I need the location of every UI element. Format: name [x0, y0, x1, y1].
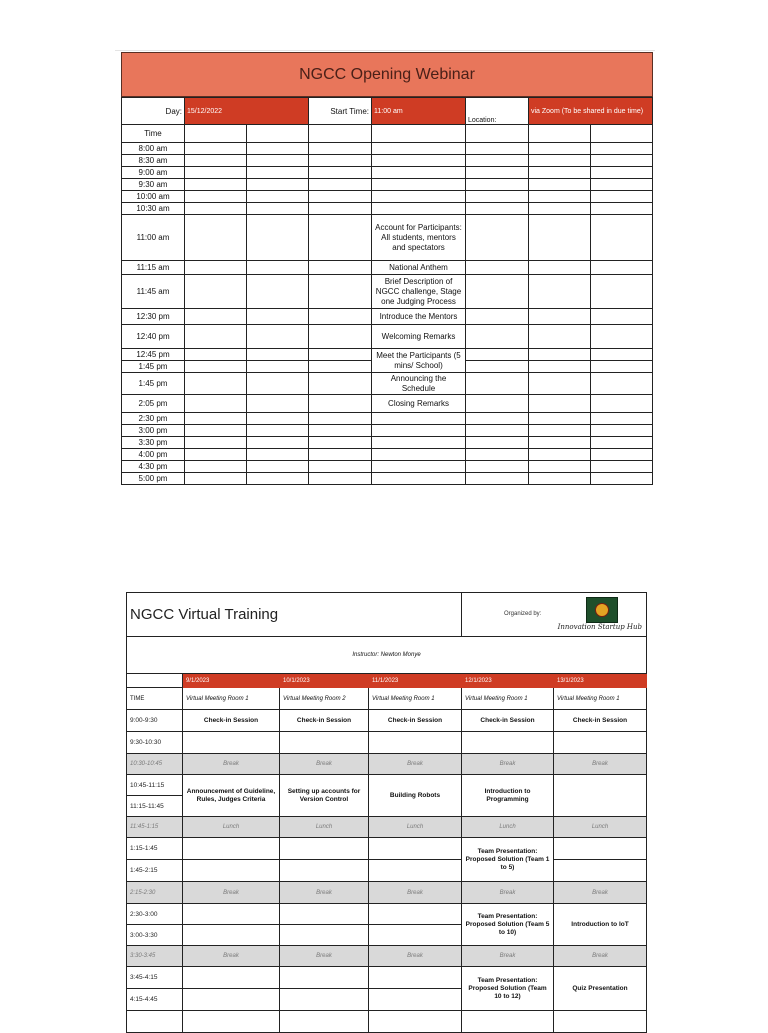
- room-label: Virtual Meeting Room 1: [554, 688, 647, 710]
- session-cell: Quiz Presentation: [554, 967, 647, 1011]
- sheet-title: NGCC Opening Webinar: [121, 52, 653, 97]
- lunch-cell: Lunch: [280, 817, 369, 838]
- activity-cell: Welcoming Remarks: [372, 325, 466, 349]
- session-cell: [554, 775, 647, 817]
- activity-cell: [372, 203, 466, 215]
- activity-cell: [372, 167, 466, 179]
- activity-cell: Meet the Participants (5 mins/ School): [372, 349, 466, 373]
- schedule-row: [122, 437, 653, 449]
- schedule-row: [122, 275, 653, 309]
- checkin-cell: Check-in Session: [554, 710, 647, 732]
- activity-cell: [372, 413, 466, 425]
- schedule-row: [122, 191, 653, 203]
- time-cell: 3:00 pm: [122, 425, 185, 437]
- schedule-row: [127, 967, 647, 989]
- schedule-row: [122, 167, 653, 179]
- break-cell: Break: [369, 754, 462, 775]
- day-value[interactable]: 15/12/2022: [185, 98, 309, 125]
- time-cell: 9:00 am: [122, 167, 185, 179]
- start-time-value[interactable]: 11:00 am: [372, 98, 466, 125]
- location-value[interactable]: via Zoom (To be shared in due time): [529, 98, 653, 125]
- checkin-cell: Check-in Session: [462, 710, 554, 732]
- time-cell: 12:40 pm: [122, 325, 185, 349]
- break-cell: Break: [183, 882, 280, 904]
- time-cell: 1:15-1:45: [127, 838, 183, 860]
- logo-emblem-icon: [595, 603, 609, 617]
- activity-cell: [372, 461, 466, 473]
- time-cell: 2:05 pm: [122, 395, 185, 413]
- time-cell: 10:00 am: [122, 191, 185, 203]
- time-cell: 2:30-3:00: [127, 904, 183, 925]
- break-row: [127, 882, 647, 904]
- time-cell: 10:45-11:15: [127, 775, 183, 796]
- organizer-cell: [462, 593, 647, 637]
- date-header: 10/1/2023: [280, 674, 369, 688]
- instructor-row: [127, 637, 647, 674]
- break-cell: Break: [183, 754, 280, 775]
- checkin-row: [127, 710, 647, 732]
- instructor-name: Instructor: Newton Monye: [127, 637, 647, 674]
- schedule-row: [122, 449, 653, 461]
- schedule-row: [122, 179, 653, 191]
- lunch-row: [127, 817, 647, 838]
- date-header: 11/1/2023: [369, 674, 462, 688]
- header-row: [122, 125, 653, 143]
- rooms-row: [127, 688, 647, 710]
- activity-cell: [372, 191, 466, 203]
- break-cell: Break: [369, 946, 462, 967]
- activity-cell: [372, 473, 466, 485]
- time-cell: 3:30-3:45: [127, 946, 183, 967]
- schedule-row: [122, 425, 653, 437]
- time-cell: 1:45-2:15: [127, 860, 183, 882]
- time-cell: 12:45 pm: [122, 349, 185, 361]
- time-cell: 1:45 pm: [122, 373, 185, 395]
- schedule-row: [122, 155, 653, 167]
- schedule-row: [122, 215, 653, 261]
- title-row: [127, 593, 647, 637]
- break-cell: Break: [462, 754, 554, 775]
- time-header: Time: [122, 125, 185, 143]
- virtual-training-sheet: [126, 592, 646, 1033]
- lunch-cell: Lunch: [369, 817, 462, 838]
- time-cell: 11:00 am: [122, 215, 185, 261]
- dates-row: [127, 674, 647, 688]
- time-cell: 3:00-3:30: [127, 925, 183, 946]
- organized-by-label: Organized by:: [504, 611, 542, 617]
- schedule-row: [122, 203, 653, 215]
- schedule-row: [127, 1011, 647, 1033]
- break-cell: Break: [280, 946, 369, 967]
- activity-cell: [372, 449, 466, 461]
- lunch-cell: Lunch: [183, 817, 280, 838]
- time-cell: 4:30 pm: [122, 461, 185, 473]
- time-cell: 8:30 am: [122, 155, 185, 167]
- webinar-schedule-table: [121, 97, 653, 485]
- time-cell: 9:30 am: [122, 179, 185, 191]
- break-cell: Break: [554, 946, 647, 967]
- schedule-row: [127, 732, 647, 754]
- room-label: Virtual Meeting Room 1: [462, 688, 554, 710]
- logo-script-text: Innovation Startup Hub: [557, 623, 642, 631]
- schedule-row: [127, 838, 647, 860]
- lunch-cell: Lunch: [462, 817, 554, 838]
- schedule-row: [122, 373, 653, 395]
- room-label: Virtual Meeting Room 1: [183, 688, 280, 710]
- break-cell: Break: [554, 754, 647, 775]
- time-cell: 2:15-2:30: [127, 882, 183, 904]
- checkin-cell: Check-in Session: [183, 710, 280, 732]
- sheet-gridline: [115, 50, 655, 51]
- time-cell: 4:15-4:45: [127, 989, 183, 1011]
- break-cell: Break: [462, 882, 554, 904]
- schedule-row: [122, 395, 653, 413]
- break-row: [127, 754, 647, 775]
- session-cell: Introduction to Programming: [462, 775, 554, 817]
- checkin-cell: Check-in Session: [280, 710, 369, 732]
- lunch-cell: Lunch: [554, 817, 647, 838]
- schedule-row: [122, 309, 653, 325]
- activity-cell: National Anthem: [372, 261, 466, 275]
- time-cell: 5:00 pm: [122, 473, 185, 485]
- schedule-row: [122, 473, 653, 485]
- date-header: 13/1/2023: [554, 674, 647, 688]
- activity-cell: Account for Participants: All students, mentors and spectators: [372, 215, 466, 261]
- time-cell: 9:30-10:30: [127, 732, 183, 754]
- room-label: Virtual Meeting Room 2: [280, 688, 369, 710]
- break-cell: Break: [183, 946, 280, 967]
- session-cell: Building Robots: [369, 775, 462, 817]
- schedule-row: [122, 325, 653, 349]
- session-cell: Team Presentation: Proposed Solution (Team 1 to 5): [462, 838, 554, 882]
- activity-cell: [372, 155, 466, 167]
- innovation-startup-hub-logo: [586, 597, 618, 623]
- schedule-row: [127, 904, 647, 925]
- day-label: Day:: [122, 98, 185, 125]
- info-row: [122, 98, 653, 125]
- room-label: Virtual Meeting Room 1: [369, 688, 462, 710]
- activity-cell: Introduce the Mentors: [372, 309, 466, 325]
- schedule-row: [122, 413, 653, 425]
- schedule-row: [127, 860, 647, 882]
- training-schedule-table: [126, 592, 647, 1033]
- activity-cell: Announcing the Schedule: [372, 373, 466, 395]
- break-cell: Break: [280, 882, 369, 904]
- session-cell: Team Presentation: Proposed Solution (Team 10 to 12): [462, 967, 554, 1011]
- session-cell: Announcement of Guideline, Rules, Judges Criteria: [183, 775, 280, 817]
- date-header: 12/1/2023: [462, 674, 554, 688]
- time-cell: 8:00 am: [122, 143, 185, 155]
- activity-cell: [372, 425, 466, 437]
- time-header: TIME: [127, 688, 183, 710]
- date-header: 9/1/2023: [183, 674, 280, 688]
- schedule-row: [122, 261, 653, 275]
- time-cell: 11:15-11:45: [127, 796, 183, 817]
- session-cell: Introduction to IoT: [554, 904, 647, 946]
- activity-cell: [372, 143, 466, 155]
- schedule-row: [127, 775, 647, 796]
- activity-cell: Brief Description of NGCC challenge, Stage one Judging Process: [372, 275, 466, 309]
- schedule-row: [122, 143, 653, 155]
- time-cell: 11:45 am: [122, 275, 185, 309]
- break-cell: Break: [554, 882, 647, 904]
- time-cell: 4:00 pm: [122, 449, 185, 461]
- break-row: [127, 946, 647, 967]
- time-cell: 2:30 pm: [122, 413, 185, 425]
- break-cell: Break: [462, 946, 554, 967]
- start-time-label: Start Time:: [309, 98, 372, 125]
- break-cell: Break: [369, 882, 462, 904]
- time-cell: 10:30-10:45: [127, 754, 183, 775]
- time-cell: 9:00-9:30: [127, 710, 183, 732]
- activity-cell: [372, 179, 466, 191]
- activity-cell: Closing Remarks: [372, 395, 466, 413]
- session-cell: Team Presentation: Proposed Solution (Team 5 to 10): [462, 904, 554, 946]
- time-cell: 1:45 pm: [122, 361, 185, 373]
- location-label: Location:: [466, 98, 529, 125]
- time-cell: 10:30 am: [122, 203, 185, 215]
- time-cell: 12:30 pm: [122, 309, 185, 325]
- time-cell: 11:15 am: [122, 261, 185, 275]
- break-cell: Break: [280, 754, 369, 775]
- time-cell: 11:45-1:15: [127, 817, 183, 838]
- schedule-row: [122, 461, 653, 473]
- schedule-row: [122, 349, 653, 361]
- opening-webinar-sheet: [121, 52, 653, 495]
- session-cell: Setting up accounts for Version Control: [280, 775, 369, 817]
- activity-cell: [372, 437, 466, 449]
- time-cell: 3:45-4:15: [127, 967, 183, 989]
- checkin-cell: Check-in Session: [369, 710, 462, 732]
- sheet-title: NGCC Virtual Training: [127, 593, 462, 637]
- time-cell: 3:30 pm: [122, 437, 185, 449]
